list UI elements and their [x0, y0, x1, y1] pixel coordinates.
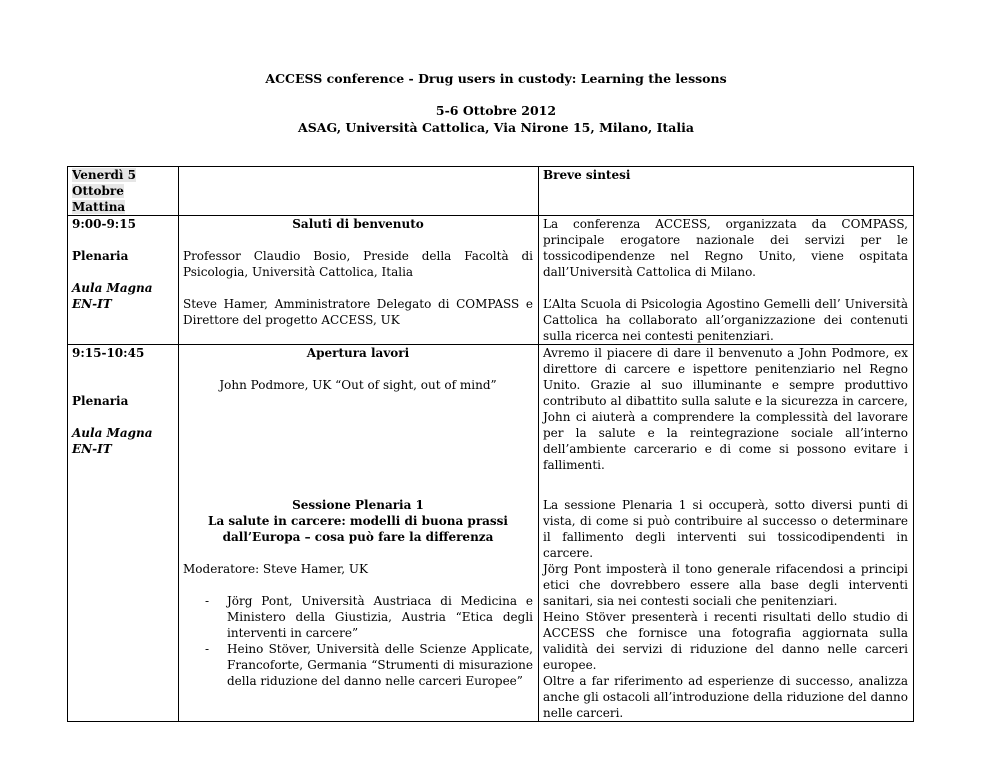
language: EN-IT — [72, 442, 112, 456]
summary-paragraph: La sessione Plenaria 1 si occuperà, sotto diversi punti di vista, di come si può contribuire al successo o determinare il fallimento degli interventi sui tossicodipendenti in carcere. — [543, 498, 908, 560]
summary-cell — [539, 345, 914, 722]
session-type: Plenaria — [72, 394, 129, 408]
summary-paragraph: L’Alta Scuola di Psicologia Agostino Gemelli dell’ Università Cattolica ha collaborato all’organizzazione dei contenuti sulla ricerca nei contesti penitenziari. — [543, 297, 908, 343]
conference-venue: ASAG, Università Cattolica, Via Nirone 15, Milano, Italia — [298, 120, 694, 135]
summary-cell — [539, 216, 914, 345]
summary-header-cell — [539, 167, 914, 216]
empty-header-cell — [179, 167, 539, 216]
list-item: - Heino Stöver, Università delle Scienze Applicate, Francoforte, Germania “Strumenti di misurazione della riduzione del danno nelle carceri Europee” — [227, 641, 533, 689]
speaker-list — [183, 593, 533, 689]
moderator-text: Moderatore: Steve Hamer, UK — [183, 562, 368, 576]
summary-paragraph: Avremo il piacere di dare il benvenuto a John Podmore, ex direttore di carcere e ispettore penitenziario nel Regno Unito. Grazie al suo illuminante e sempre produttivo contributo al dibattito sulla salute e la sicurezza in carcere, John ci aiuterà a comprendere la complessità del lavorare per la salute e la reintegrazione sociale all’interno dell’ambiente carcerario e di come si possono evitare i fallimenti. — [543, 346, 908, 472]
speaker-text: Steve Hamer, Amministratore Delegato di COMPASS e Direttore del progetto ACCESS, UK — [183, 297, 533, 327]
room-name: Aula Magna — [72, 281, 153, 295]
session-title: Apertura lavori — [306, 346, 410, 360]
time-slot: 9:15-10:45 — [72, 346, 145, 360]
time-slot: 9:00-9:15 — [72, 217, 136, 231]
summary-paragraph: La conferenza ACCESS, organizzata da COMPASS, principale erogatore nazionale dei servizi per le tossicodipendenze nel Regno Unito, viene ospitata dall’Università Cattolica di Milano. — [543, 217, 908, 279]
month-label: Ottobre — [72, 184, 124, 198]
table-row — [68, 345, 914, 722]
program-table — [67, 166, 914, 722]
time-cell — [68, 216, 179, 345]
room-name: Aula Magna — [72, 426, 153, 440]
session-cell — [179, 216, 539, 345]
day-cell — [68, 167, 179, 216]
speaker-text: Professor Claudio Bosio, Preside della Facoltà di Psicologia, Università Cattolica, Italia — [183, 249, 533, 279]
summary-column-title: Breve sintesi — [543, 168, 631, 182]
plenary-session-subtitle: dall’Europa – cosa può fare la differenza — [222, 530, 494, 544]
plenary-session-title: Sessione Plenaria 1 — [292, 498, 424, 512]
part-of-day-label: Mattina — [72, 200, 126, 214]
session-title: Saluti di benvenuto — [292, 217, 424, 231]
speaker-text: John Podmore, UK “Out of sight, out of mind” — [219, 378, 497, 392]
list-item: - Jörg Pont, Università Austriaca di Medicina e Ministero della Giustizia, Austria “Etica degli interventi in carcere” — [227, 593, 533, 641]
language: EN-IT — [72, 297, 112, 311]
table-header-row — [68, 167, 914, 216]
plenary-session-subtitle: La salute in carcere: modelli di buona prassi — [208, 514, 508, 528]
document-title: ACCESS conference - Drug users in custody: Learning the lessons — [265, 71, 727, 86]
conference-dates: 5-6 Ottobre 2012 — [435, 103, 557, 118]
session-cell — [179, 345, 539, 722]
summary-paragraph: Heino Stöver presenterà i recenti risultati dello studio di ACCESS che fornisce una fotografia aggiornata sulla validità dei servizi di riduzione del danno nelle carceri europee. — [543, 610, 908, 672]
summary-paragraph: Oltre a far riferimento ad esperienze di successo, analizza anche gli ostacoli all’introduzione della riduzione del danno nelle carceri. — [543, 674, 908, 720]
table-row — [68, 216, 914, 345]
day-label: Venerdì 5 — [72, 168, 137, 182]
summary-paragraph: Jörg Pont imposterà il tono generale rifacendosi a principi etici che dovrebbero essere alla base degli interventi sanitari, sia nei contesti sociali che penitenziari. — [543, 562, 908, 608]
time-cell — [68, 345, 179, 722]
session-type: Plenaria — [72, 249, 129, 263]
